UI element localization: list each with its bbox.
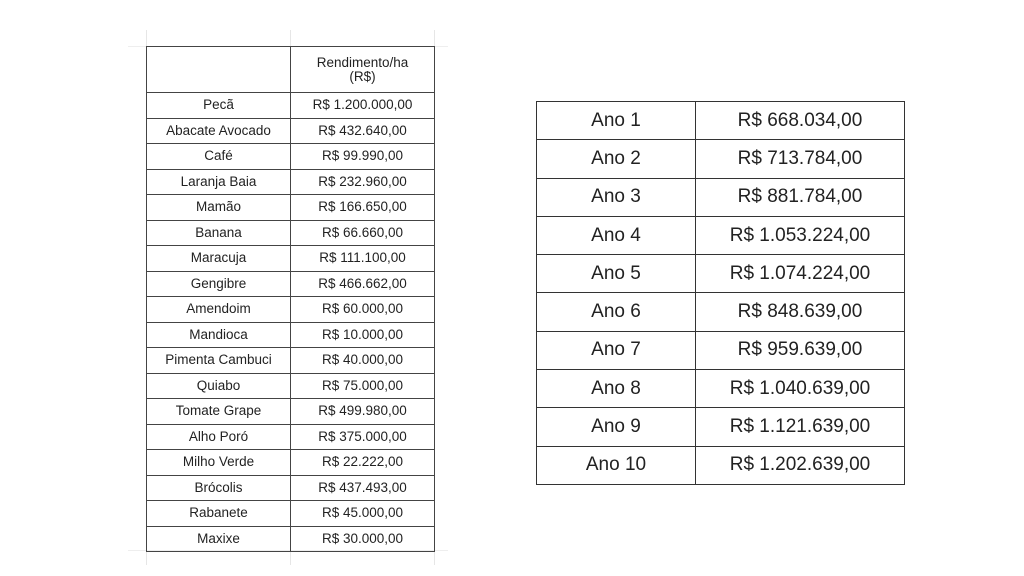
table-row [537, 255, 905, 293]
crop-yield-cell[interactable]: R$ 10.000,00 [291, 322, 435, 348]
year-label-cell[interactable]: Ano 9 [537, 408, 696, 446]
crop-yield-cell[interactable]: R$ 432.640,00 [291, 118, 435, 144]
crop-yield-cell[interactable]: R$ 66.660,00 [291, 220, 435, 246]
table-row [147, 526, 435, 552]
crop-yield-cell[interactable]: R$ 1.200.000,00 [291, 93, 435, 119]
year-label-cell[interactable]: Ano 3 [537, 178, 696, 216]
year-value-cell[interactable]: R$ 1.202.639,00 [696, 446, 905, 484]
crop-name-cell[interactable]: Mandioca [147, 322, 291, 348]
crop-name-cell[interactable]: Abacate Avocado [147, 118, 291, 144]
table-row [147, 144, 435, 170]
crop-name-cell[interactable]: Laranja Baia [147, 169, 291, 195]
year-label-cell[interactable]: Ano 10 [537, 446, 696, 484]
crop-name-cell[interactable]: Rabanete [147, 501, 291, 527]
table-row [147, 501, 435, 527]
crop-name-cell[interactable]: Maracuja [147, 246, 291, 272]
crop-yield-cell[interactable]: R$ 45.000,00 [291, 501, 435, 527]
table-row [147, 424, 435, 450]
year-label-cell[interactable]: Ano 1 [537, 102, 696, 140]
year-label-cell[interactable]: Ano 5 [537, 255, 696, 293]
crop-yield-cell[interactable]: R$ 499.980,00 [291, 399, 435, 425]
crop-name-cell[interactable]: Milho Verde [147, 450, 291, 476]
crop-name-cell[interactable]: Tomate Grape [147, 399, 291, 425]
year-value-cell[interactable]: R$ 713.784,00 [696, 140, 905, 178]
crop-yield-cell[interactable]: R$ 60.000,00 [291, 297, 435, 323]
year-value-cell[interactable]: R$ 1.121.639,00 [696, 408, 905, 446]
yield-header-line2: (R$) [349, 68, 376, 84]
crop-yield-cell[interactable]: R$ 40.000,00 [291, 348, 435, 374]
year-value-cell[interactable]: R$ 848.639,00 [696, 293, 905, 331]
table-row [537, 331, 905, 369]
table-row [537, 140, 905, 178]
table-row [147, 93, 435, 119]
table-row [147, 118, 435, 144]
crop-name-cell[interactable]: Brócolis [147, 475, 291, 501]
crop-table-header-row [147, 47, 435, 93]
table-row [147, 246, 435, 272]
crop-yield-cell[interactable]: R$ 75.000,00 [291, 373, 435, 399]
table-row [147, 373, 435, 399]
year-value-cell[interactable]: R$ 959.639,00 [696, 331, 905, 369]
table-row [147, 322, 435, 348]
year-label-cell[interactable]: Ano 2 [537, 140, 696, 178]
year-label-cell[interactable]: Ano 4 [537, 216, 696, 254]
crop-name-cell[interactable]: Pimenta Cambuci [147, 348, 291, 374]
year-value-cell[interactable]: R$ 1.040.639,00 [696, 370, 905, 408]
crop-yield-cell[interactable]: R$ 466.662,00 [291, 271, 435, 297]
table-row [147, 169, 435, 195]
crop-yield-cell[interactable]: R$ 99.990,00 [291, 144, 435, 170]
table-row [537, 102, 905, 140]
table-row [147, 348, 435, 374]
table-row [537, 370, 905, 408]
crop-yield-cell[interactable]: R$ 375.000,00 [291, 424, 435, 450]
year-value-cell[interactable]: R$ 1.074.224,00 [696, 255, 905, 293]
crop-name-cell[interactable]: Pecã [147, 93, 291, 119]
crop-name-cell[interactable]: Mamão [147, 195, 291, 221]
year-value-cell[interactable]: R$ 881.784,00 [696, 178, 905, 216]
crop-name-cell[interactable]: Banana [147, 220, 291, 246]
crop-yield-cell[interactable]: R$ 30.000,00 [291, 526, 435, 552]
yield-header-line1: Rendimento/ha [316, 54, 409, 70]
annual-revenue-table [536, 101, 905, 485]
year-label-cell[interactable]: Ano 7 [537, 331, 696, 369]
table-row [537, 408, 905, 446]
crop-name-cell[interactable]: Quiabo [147, 373, 291, 399]
table-row [537, 293, 905, 331]
crop-yield-table [146, 46, 435, 552]
table-row [147, 475, 435, 501]
table-row [147, 450, 435, 476]
table-row [147, 195, 435, 221]
year-label-cell[interactable]: Ano 8 [537, 370, 696, 408]
year-value-cell[interactable]: R$ 1.053.224,00 [696, 216, 905, 254]
crop-yield-cell[interactable]: R$ 111.100,00 [291, 246, 435, 272]
crop-name-cell[interactable]: Café [147, 144, 291, 170]
crop-yield-cell[interactable]: R$ 166.650,00 [291, 195, 435, 221]
crop-yield-cell[interactable]: R$ 22.222,00 [291, 450, 435, 476]
crop-name-cell[interactable]: Gengibre [147, 271, 291, 297]
table-row [147, 271, 435, 297]
crop-header-empty-cell[interactable] [147, 47, 291, 93]
table-row [537, 216, 905, 254]
crop-name-cell[interactable]: Maxixe [147, 526, 291, 552]
table-row [147, 220, 435, 246]
crop-yield-cell[interactable]: R$ 232.960,00 [291, 169, 435, 195]
year-label-cell[interactable]: Ano 6 [537, 293, 696, 331]
crop-name-cell[interactable]: Alho Poró [147, 424, 291, 450]
crop-yield-cell[interactable]: R$ 437.493,00 [291, 475, 435, 501]
year-value-cell[interactable]: R$ 668.034,00 [696, 102, 905, 140]
crop-name-cell[interactable]: Amendoim [147, 297, 291, 323]
table-row [537, 178, 905, 216]
table-row [537, 446, 905, 484]
table-row [147, 399, 435, 425]
table-row [147, 297, 435, 323]
yield-header-cell[interactable] [291, 47, 435, 93]
